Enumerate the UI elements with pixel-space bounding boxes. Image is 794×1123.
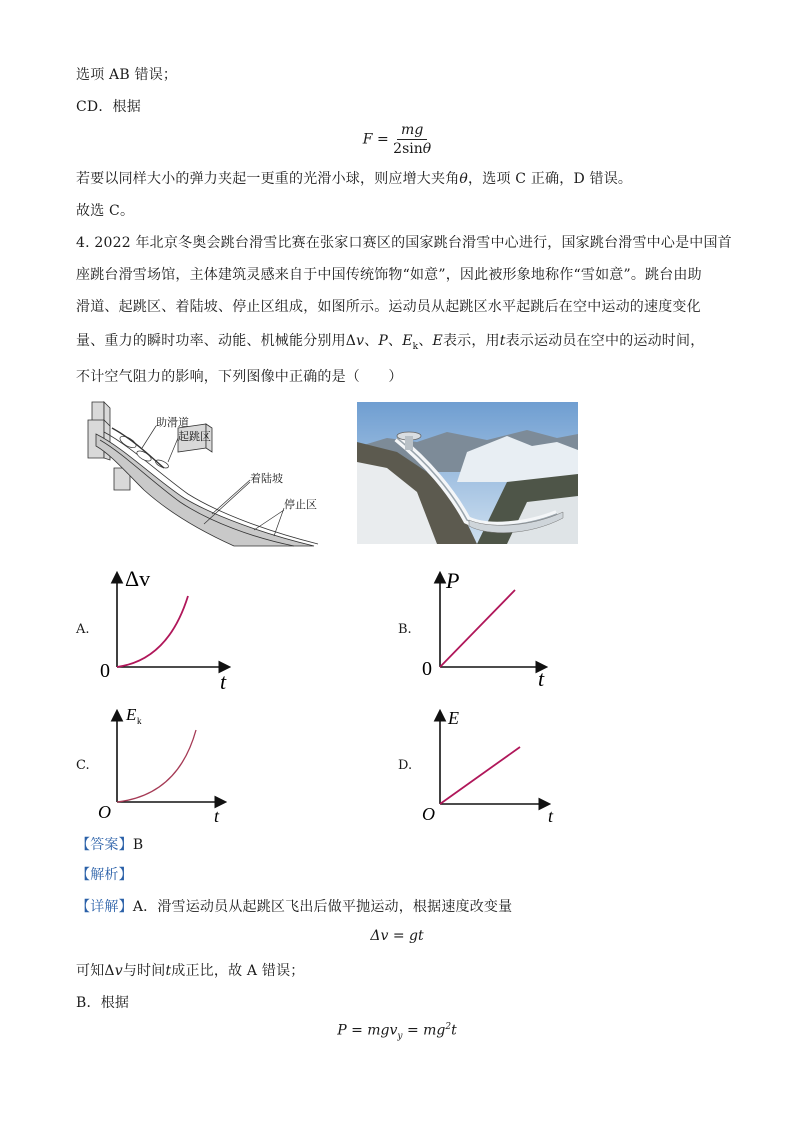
text-line: 若要以同样大小的弹力夹起一更重的光滑小球，则应增大夹角θ，选项 C 正确，D 错误。 [76,171,633,187]
formula-force: F = $\frac{mg}{2\sin\theta}$ [362,122,432,157]
line-power [440,590,515,667]
question-line: 不计空气阻力的影响，下列图像中正确的是（ ） [76,369,403,385]
graph-option-c [96,700,246,830]
y-label: P [446,568,460,593]
text-line: B．根据 [76,995,130,1011]
origin-label: O [98,802,111,822]
x-label: t [538,666,545,691]
y-label: Δv [125,566,151,591]
text-line: 故选 C。 [76,203,135,219]
label-takeoff: 起跳区 [178,431,211,443]
x-label: t [548,806,554,826]
text-line: 可知Δv与时间t成正比，故 A 错误； [76,963,305,979]
question-line: 4. 2022 年北京冬奥会跳台滑雪比赛在张家口赛区的国家跳台滑雪中心进行，国家跳台滑雪中心是中国首 [76,235,732,251]
origin-label: 0 [422,658,432,680]
text-line: CD．根据 [76,99,141,115]
label-landing: 着陆坡 [250,473,283,485]
text-line: 选项 AB 错误； [76,67,178,83]
question-line: 滑道、起跳区、着陆坡、停止区组成，如图所示。运动员从起跳区水平起跳后在空中运动的速度变化 [76,299,701,315]
y-label: E [126,705,137,724]
label-stop: 停止区 [284,499,317,511]
origin-label: 0 [100,660,110,682]
formula-dv: Δv = gt [370,928,424,944]
curve-ek [117,730,196,802]
ski-jump-diagram [84,398,320,548]
option-d-letter: D. [398,758,413,773]
line-mech-energy [440,747,520,804]
curve-dv [117,596,188,667]
answer-line: 【答案】B [76,837,144,853]
origin-label: O [422,804,435,824]
question-line: 量、重力的瞬时功率、动能、机械能分别用Δv、P、$E_k$、E表示，用t表示运动员在空中的运动时间， [76,333,705,352]
x-label: t [214,806,220,826]
formula-power: $P = mgv_y = mg^2t$ [337,1022,457,1042]
question-line: 座跳台滑雪场馆，主体建筑灵感来自于中国传统饰物“如意”，因此被形象地称作“雪如意”。跳台由助 [76,267,702,283]
y-label-sub: k [137,716,142,726]
graph-option-b [418,564,568,694]
graph-option-a [96,564,246,694]
graph-option-d [418,700,568,830]
label-approach: 助滑道 [156,417,189,429]
option-a-letter: A. [76,622,90,637]
option-b-letter: B. [398,622,412,637]
y-label: E [448,708,459,728]
option-c-letter: C. [76,758,90,773]
detail-line: 【详解】A．滑雪运动员从起跳区飞出后做平抛运动，根据速度改变量 [76,899,513,915]
analysis-heading: 【解析】 [76,867,133,883]
venue-photo [357,402,578,544]
x-label: t [220,669,227,694]
